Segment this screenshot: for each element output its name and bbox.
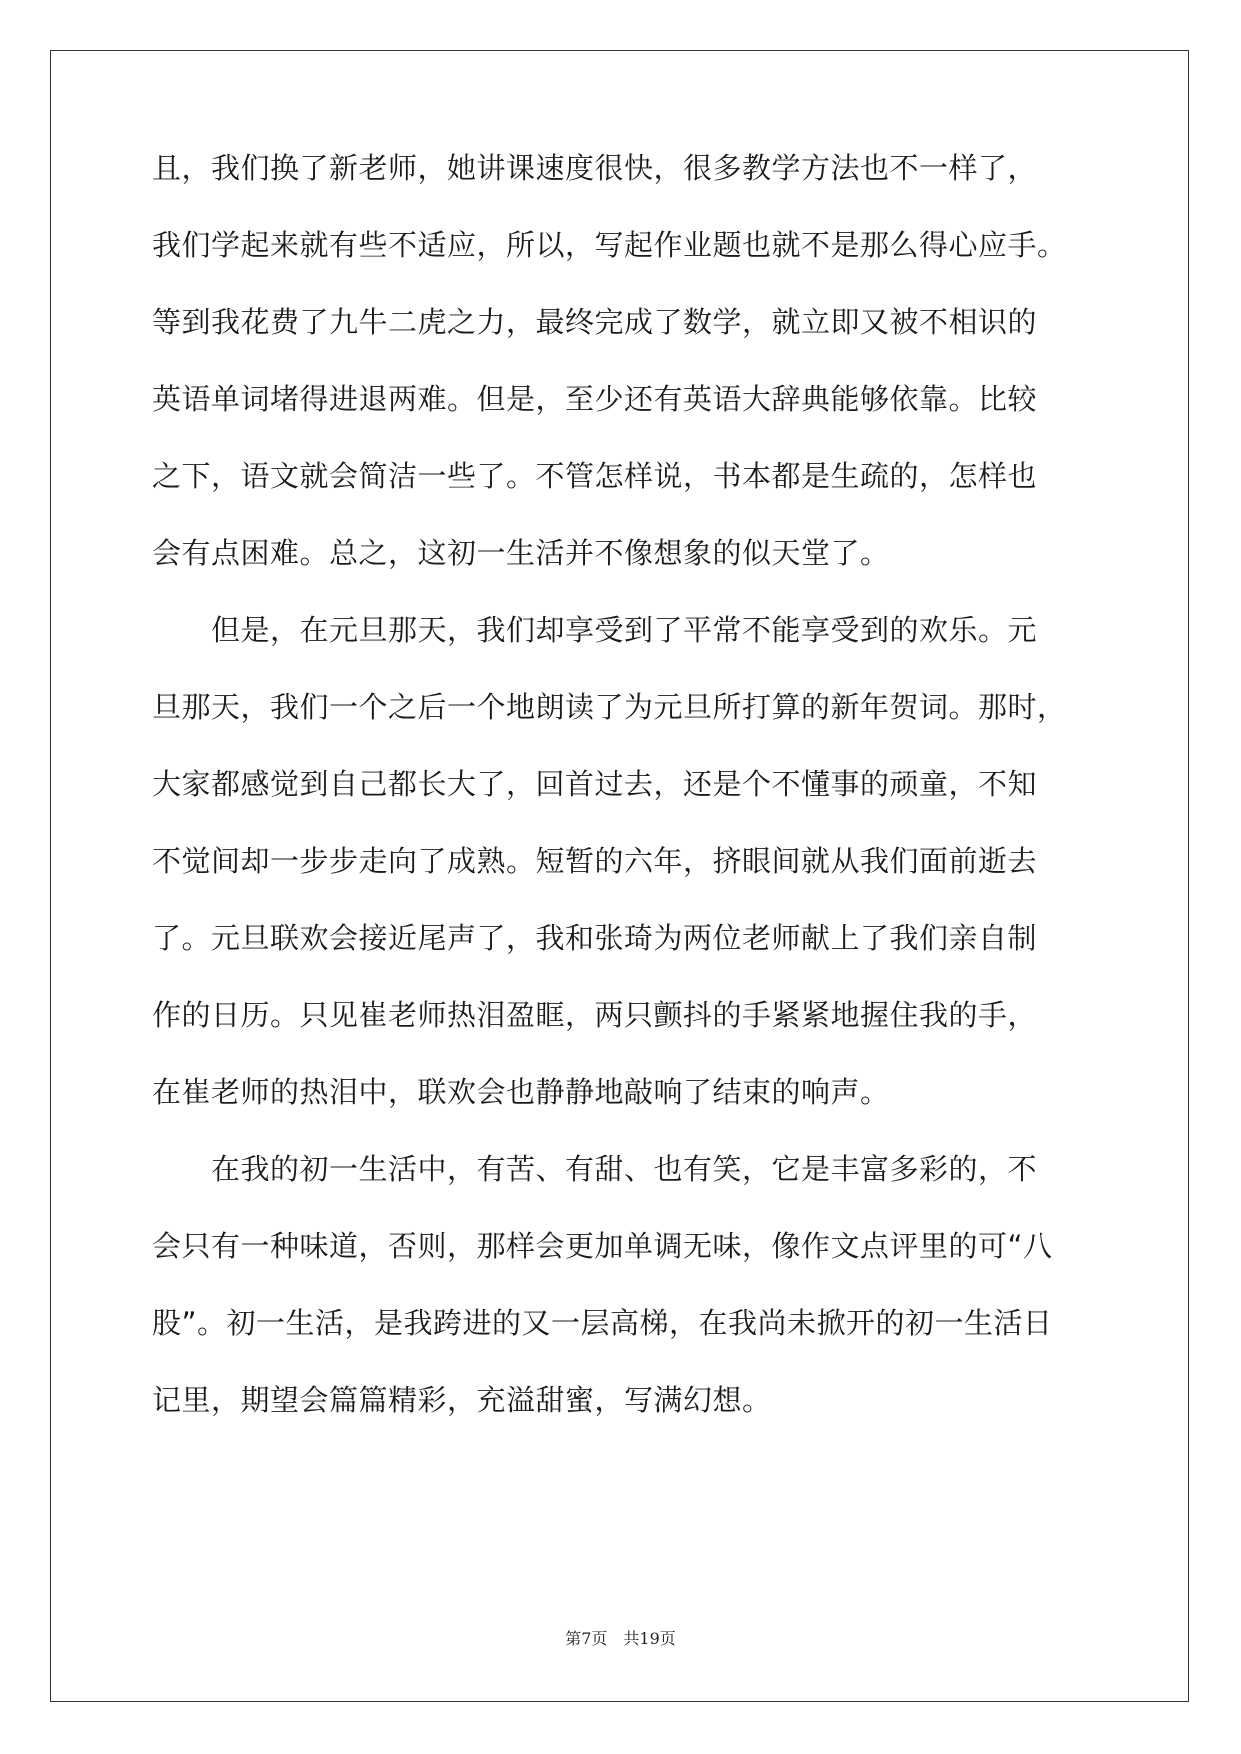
text-line: 不觉间却一步步走向了成熟。短暂的六年，挤眼间就从我们面前逝去 (152, 844, 1038, 878)
text-line: 且，我们换了新老师，她讲课速度很快，很多教学方法也不一样了， (152, 151, 1038, 185)
text-line: 我们学起来就有些不适应，所以，写起作业题也就不是那么得心应手。 (152, 228, 1067, 262)
text-line: 在我的初一生活中，有苦、有甜、也有笑，它是丰富多彩的，不 (152, 1152, 1038, 1186)
text-line: 大家都感觉到自己都长大了，回首过去，还是个不懂事的顽童，不知 (152, 767, 1038, 801)
text-line: 股”。初一生活，是我跨进的又一层高梯，在我尚未掀开的初一生活日 (152, 1306, 1053, 1340)
text-line: 会只有一种味道，否则，那样会更加单调无味，像作文点评里的可“八 (152, 1229, 1053, 1263)
text-line: 但是，在元旦那天，我们却享受到了平常不能享受到的欢乐。元 (152, 613, 1038, 647)
text-line: 等到我花费了九牛二虎之力，最终完成了数学，就立即又被不相识的 (152, 305, 1038, 339)
text-line: 之下，语文就会简洁一些了。不管怎样说，书本都是生疏的，怎样也 (152, 459, 1038, 493)
text-line: 在崔老师的热泪中，联欢会也静静地敲响了结束的响声。 (152, 1075, 890, 1109)
text-line: 英语单词堵得进退两难。但是，至少还有英语大辞典能够依靠。比较 (152, 382, 1038, 416)
text-line: 记里，期望会篇篇精彩，充溢甜蜜，写满幻想。 (152, 1383, 772, 1417)
page-footer: 第7页 共19页 (565, 1629, 676, 1648)
text-line: 了。元旦联欢会接近尾声了，我和张琦为两位老师献上了我们亲自制 (152, 921, 1038, 955)
text-line: 旦那天，我们一个之后一个地朗读了为元旦所打算的新年贺词。那时， (152, 690, 1067, 724)
text-line: 作的日历。只见崔老师热泪盈眶，两只颤抖的手紧紧地握住我的手， (152, 998, 1038, 1032)
text-line: 会有点困难。总之，这初一生活并不像想象的似天堂了。 (152, 536, 890, 570)
